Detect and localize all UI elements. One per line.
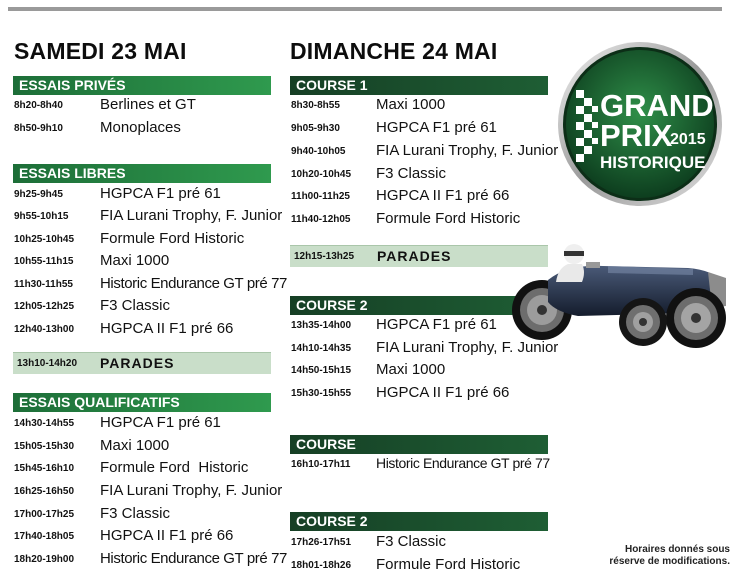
badge-line3: HISTORIQUE bbox=[600, 153, 706, 172]
row-event: Formule Ford Historic bbox=[376, 556, 521, 573]
row-time: 10h55-11h15 bbox=[14, 256, 74, 267]
row-time: 8h30-8h55 bbox=[291, 100, 340, 111]
row-event: HGPCA F1 pré 61 bbox=[100, 414, 221, 431]
row-time: 18h01-18h26 bbox=[291, 560, 352, 571]
parade-label: PARADES bbox=[377, 248, 452, 264]
row-time: 14h50-15h15 bbox=[291, 365, 352, 376]
row-time: 9h40-10h05 bbox=[291, 146, 346, 157]
parade-label: PARADES bbox=[100, 355, 175, 371]
section-header-course-1: COURSE 1 bbox=[290, 76, 548, 95]
row-time: 12h05-12h25 bbox=[14, 301, 75, 312]
row-time: 8h50-9h10 bbox=[14, 123, 63, 134]
row-time: 11h40-12h05 bbox=[291, 214, 351, 225]
row-event: Formule Ford Historic bbox=[376, 210, 521, 227]
row-time: 11h00-11h25 bbox=[291, 191, 350, 202]
row-time: 10h25-10h45 bbox=[14, 234, 75, 245]
row-event: Formule Ford Historic bbox=[100, 230, 245, 247]
section-header-course-2-final: COURSE 2 bbox=[290, 512, 548, 531]
saturday-title: SAMEDI 23 MAI bbox=[14, 38, 187, 64]
parade-time: 12h15-13h25 bbox=[294, 251, 355, 262]
row-event: Maxi 1000 bbox=[376, 361, 446, 378]
row-time: 15h05-15h30 bbox=[14, 441, 75, 452]
section-header-course-2: COURSE 2 bbox=[290, 296, 548, 315]
row-event: HGPCA II F1 pré 66 bbox=[376, 384, 510, 401]
row-event: HGPCA F1 pré 61 bbox=[100, 185, 221, 202]
row-event: Maxi 1000 bbox=[376, 96, 446, 113]
badge-line2: PRIX bbox=[600, 118, 673, 153]
row-event: F3 Classic bbox=[100, 297, 171, 314]
row-event: HGPCA F1 pré 61 bbox=[376, 316, 497, 333]
section-header-essais-prives: ESSAIS PRIVÉS bbox=[13, 76, 271, 95]
row-event: HGPCA II F1 pré 66 bbox=[100, 527, 234, 544]
vintage-race-car-illustration bbox=[508, 242, 736, 360]
row-time: 18h20-19h00 bbox=[14, 554, 75, 565]
parade-time: 13h10-14h20 bbox=[17, 358, 78, 369]
row-event: FIA Lurani Trophy, F. Junior bbox=[376, 142, 559, 159]
disclaimer-line-1: Horaires donnés sous bbox=[624, 544, 730, 555]
row-time: 9h25-9h45 bbox=[14, 189, 63, 200]
row-event: Historic Endurance GT pré 77 bbox=[100, 550, 287, 567]
row-event: Historic Endurance GT pré 77 bbox=[100, 275, 287, 292]
row-time: 14h10-14h35 bbox=[291, 343, 352, 354]
row-event: HGPCA F1 pré 61 bbox=[376, 119, 497, 136]
row-event: HGPCA II F1 pré 66 bbox=[100, 320, 234, 337]
row-time: 16h25-16h50 bbox=[14, 486, 75, 497]
disclaimer-line-2: réserve de modifications. bbox=[609, 556, 730, 567]
schedule-disclaimer bbox=[566, 544, 730, 568]
grand-prix-historique-logo bbox=[556, 40, 724, 208]
row-event: Berlines et GT bbox=[100, 96, 196, 113]
row-time: 13h35-14h00 bbox=[291, 320, 352, 331]
section-header-course: COURSE bbox=[290, 435, 548, 454]
badge-line1: GRAND bbox=[600, 88, 714, 123]
row-event: FIA Lurani Trophy, F. Junior bbox=[100, 207, 283, 224]
row-time: 16h10-17h11 bbox=[291, 459, 351, 470]
row-event: HGPCA II F1 pré 66 bbox=[376, 187, 510, 204]
row-event: Monoplaces bbox=[100, 119, 181, 136]
row-time: 8h20-8h40 bbox=[14, 100, 63, 111]
row-time: 17h26-17h51 bbox=[291, 537, 352, 548]
row-time: 11h30-11h55 bbox=[14, 279, 73, 290]
row-event: Historic Endurance GT pré 77 bbox=[376, 455, 550, 471]
row-time: 10h20-10h45 bbox=[291, 169, 352, 180]
sunday-title: DIMANCHE 24 MAI bbox=[290, 38, 498, 64]
section-header-essais-libres: ESSAIS LIBRES bbox=[13, 164, 271, 183]
row-time: 12h40-13h00 bbox=[14, 324, 75, 335]
row-event: F3 Classic bbox=[376, 533, 447, 550]
section-header-essais-qualificatifs: ESSAIS QUALIFICATIFS bbox=[13, 393, 271, 412]
row-time: 14h30-14h55 bbox=[14, 418, 75, 429]
row-event: Maxi 1000 bbox=[100, 252, 170, 269]
row-event: Maxi 1000 bbox=[100, 437, 170, 454]
row-time: 9h05-9h30 bbox=[291, 123, 340, 134]
parade-band bbox=[13, 352, 271, 374]
row-time: 9h55-10h15 bbox=[14, 211, 69, 222]
row-time: 15h30-15h55 bbox=[291, 388, 352, 399]
top-divider bbox=[8, 7, 722, 11]
row-time: 17h00-17h25 bbox=[14, 509, 75, 520]
row-event: F3 Classic bbox=[100, 505, 171, 522]
row-event: F3 Classic bbox=[376, 165, 447, 182]
badge-year: 2015 bbox=[670, 131, 706, 148]
row-time: 17h40-18h05 bbox=[14, 531, 75, 542]
row-event: FIA Lurani Trophy, F. Junior bbox=[376, 339, 559, 356]
row-event: FIA Lurani Trophy, F. Junior bbox=[100, 482, 283, 499]
row-time: 15h45-16h10 bbox=[14, 463, 75, 474]
row-event: Formule Ford Historic bbox=[100, 459, 249, 476]
